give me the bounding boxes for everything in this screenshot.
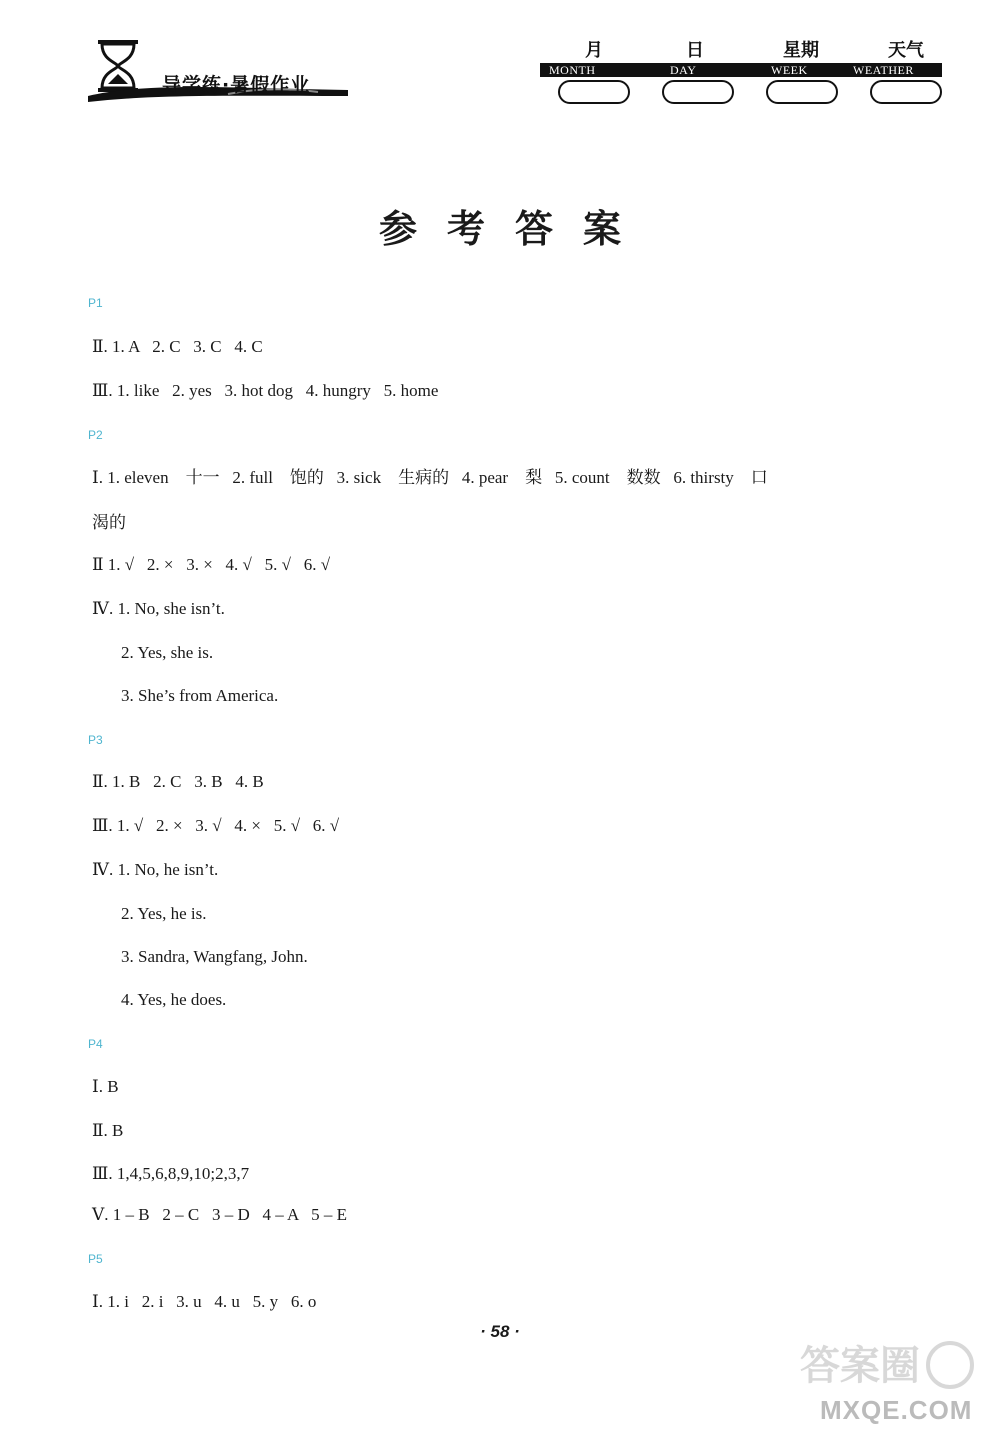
- answer-line: 3. She’s from America.: [121, 686, 279, 705]
- answer-line: Ⅱ. B: [92, 1121, 124, 1140]
- section-label: P4: [88, 1037, 103, 1051]
- answer-line: 3. Sandra, Wangfang, John.: [121, 947, 308, 966]
- day-label-en: DAY: [670, 63, 697, 77]
- page-title: 参考答案: [378, 206, 651, 251]
- weather-label: 天气: [888, 40, 924, 61]
- month-box: [558, 80, 630, 104]
- answer-line: Ⅰ. B: [92, 1077, 119, 1096]
- day-label: 日: [686, 40, 704, 61]
- answer-line: Ⅱ 1. √ 2. × 3. × 4. √ 5. √ 6. √: [92, 555, 331, 574]
- section-label: P2: [88, 428, 103, 442]
- answer-line: Ⅱ. 1. A 2. C 3. C 4. C: [92, 337, 263, 356]
- answer-line: Ⅲ. 1,4,5,6,8,9,10;2,3,7: [92, 1164, 250, 1183]
- answer-line: Ⅲ. 1. √ 2. × 3. √ 4. × 5. √ 6. √: [92, 816, 340, 835]
- weather-box: [870, 80, 942, 104]
- week-label: 星期: [783, 40, 819, 61]
- answer-line: 渴的: [92, 513, 126, 532]
- week-box: [766, 80, 838, 104]
- hourglass-icon: [98, 40, 138, 92]
- day-box: [662, 80, 734, 104]
- answer-line: 2. Yes, she is.: [121, 643, 214, 662]
- watermark-text: MXQE.COM: [820, 1395, 973, 1425]
- answer-line: Ⅳ. 1. No, she isn’t.: [92, 599, 225, 618]
- page-number: · 58 ·: [480, 1322, 520, 1341]
- answer-line: Ⅰ. 1. eleven 十一 2. full 饱的 3. sick 生病的 4. pear 梨 5. count 数数 6. thirsty 口: [92, 468, 768, 487]
- answer-line: Ⅴ. 1 – B 2 – C 3 – D 4 – A 5 – E: [92, 1205, 348, 1224]
- answer-line: 4. Yes, he does.: [121, 990, 227, 1009]
- section-label: P3: [88, 733, 103, 747]
- section-label: P1: [88, 296, 103, 310]
- answer-line: Ⅲ. 1. like 2. yes 3. hot dog 4. hungry 5. home: [92, 381, 439, 400]
- answer-line: 2. Yes, he is.: [121, 904, 207, 923]
- answer-line: Ⅱ. 1. B 2. C 3. B 4. B: [92, 772, 264, 791]
- brand-title: 导学练·暑假作业: [162, 74, 311, 96]
- section-label: P5: [88, 1252, 103, 1266]
- week-label-en: WEEK: [771, 63, 808, 77]
- weather-label-en: WEATHER: [853, 63, 914, 77]
- month-label-en: MONTH: [549, 63, 596, 77]
- month-label: 月: [585, 40, 603, 61]
- answer-line: Ⅰ. 1. i 2. i 3. u 4. u 5. y 6. o: [92, 1292, 317, 1311]
- watermark-logo-text: 答案圈: [800, 1343, 920, 1389]
- answer-line: Ⅳ. 1. No, he isn’t.: [92, 860, 219, 879]
